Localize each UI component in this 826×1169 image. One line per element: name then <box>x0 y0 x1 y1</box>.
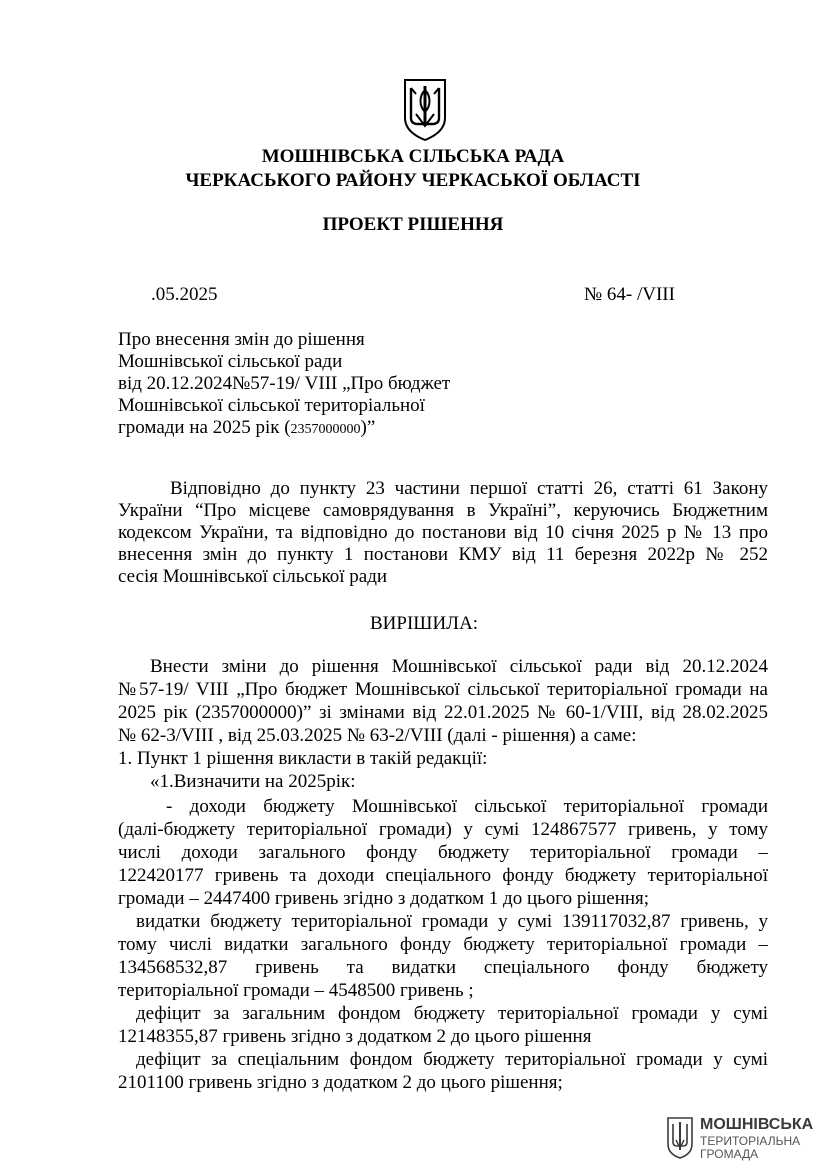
trident-emblem-icon <box>402 78 448 142</box>
decision-number: № 64- /VIII <box>584 284 675 305</box>
body-line: №57-19/ VIII „Про бюджет Мошнівської сільської територіальної громади на <box>118 679 768 700</box>
body-line: 2025 рік (2357000000)” зі змінами від 22.01.2025 № 60-1/VIII, від 28.02.2025 <box>118 702 768 723</box>
preamble-line: внесення змін до пункту 1 постанови КМУ від 11 березня 2022р № 252 <box>118 544 768 565</box>
body-line: 1. Пункт 1 рішення викласти в такій редакції: <box>118 748 488 769</box>
subject-line: Мошнівської сільської ради <box>118 351 343 372</box>
body-line: «1.Визначити на 2025рік: <box>150 771 356 792</box>
body-line: - доходи бюджету Мошнівської сільської територіальної громади <box>166 796 768 817</box>
district-title: ЧЕРКАСЬКОГО РАЙОНУ ЧЕРКАСЬКОЇ ОБЛАСТІ <box>185 170 641 191</box>
body-line: видатки бюджету територіальної громади у сумі 139117032,87 гривень, у <box>136 911 768 932</box>
preamble-line: Відповідно до пункту 23 частини першої статті 26, статті 61 Закону <box>170 478 768 499</box>
document-type-title: ПРОЕКТ РІШЕННЯ <box>322 214 504 235</box>
body-line: 2101100 гривень згідно з додатком 2 до цього рішення; <box>118 1072 563 1093</box>
body-line: територіальної громади – 4548500 гривень ; <box>118 980 474 1001</box>
body-line: дефіцит за спеціальним фондом бюджету територіальної громади у сумі <box>136 1049 768 1070</box>
subject-text: )” <box>360 417 376 438</box>
subject-line <box>118 417 768 441</box>
preamble-line: сесія Мошнівської сільської ради <box>118 566 388 587</box>
body-line: 12148355,87 гривень згідно з додатком 2 до цього рішення <box>118 1026 592 1047</box>
body-line: числі доходи загального фонду бюджету територіальної громади – <box>118 842 768 863</box>
footer-logo-subtitle: ТЕРИТОРІАЛЬНА <box>700 1134 801 1148</box>
body-line: тому числі видатки загального фонду бюджету територіальної громади – <box>118 934 768 955</box>
subject-line: від 20.12.2024№57-19/ VIII „Про бюджет <box>118 373 451 394</box>
body-line: дефіцит за загальним фондом бюджету територіальної громади у сумі <box>136 1003 768 1024</box>
body-line: Внести зміни до рішення Мошнівської сільської ради від 20.12.2024 <box>150 656 768 677</box>
footer-logo-subtitle: ГРОМАДА <box>700 1147 759 1161</box>
community-logo-icon <box>666 1116 694 1160</box>
body-line: 122420177 гривень та доходи спеціального фонду бюджету територіальної <box>118 865 768 886</box>
body-line: 134568532,87 гривень та видатки спеціального фонду бюджету <box>118 957 768 978</box>
body-line: № 62-3/VIII , від 25.03.2025 № 63-2/VIII (далі - рішення) а саме: <box>118 725 637 746</box>
body-line: громади – 2447400 гривень згідно з додатком 1 до цього рішення; <box>118 888 650 909</box>
subject-line: Про внесення змін до рішення <box>118 329 365 350</box>
decision-date: .05.2025 <box>151 284 218 305</box>
preamble-line: України “Про місцеве самоврядування в Україні”, керуючись Бюджетним <box>118 500 768 521</box>
body-line: (далі-бюджету територіальної громади) у сумі 124867577 гривень, у тому <box>118 819 768 840</box>
council-title: МОШНІВСЬКА СІЛЬСЬКА РАДА <box>261 146 565 167</box>
budget-code: 2357000000 <box>290 422 361 437</box>
subject-text: громади на 2025 рік ( <box>118 417 291 438</box>
subject-line: Мошнівської сільської територіальної <box>118 395 425 416</box>
preamble-line: кодексом України, та відповідно до постанови від 10 січня 2025 р № 13 про <box>118 522 768 543</box>
decided-heading: ВИРІШИЛА: <box>370 613 479 634</box>
footer-logo-title: МОШНІВСЬКА <box>700 1116 814 1133</box>
